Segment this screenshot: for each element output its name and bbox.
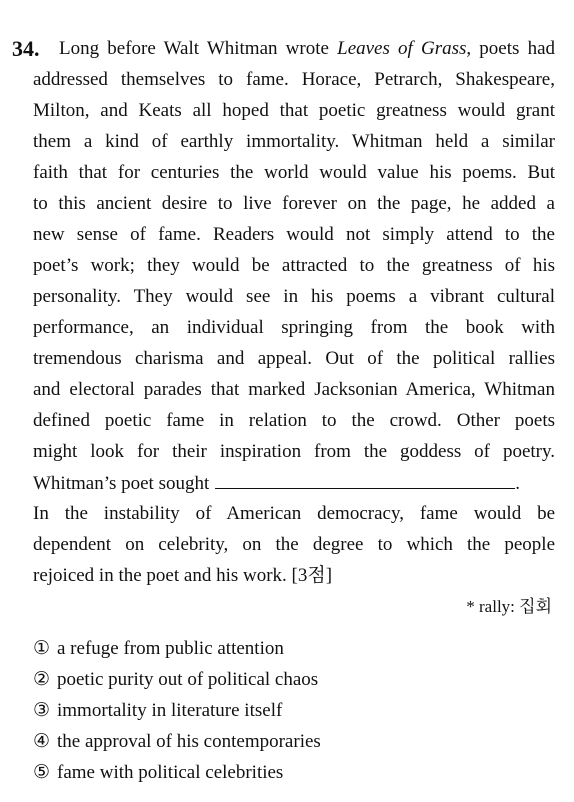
passage-line: to this ancient desire to live forever on the page, he added a — [33, 193, 555, 214]
choice-3[interactable] — [33, 700, 282, 722]
passage-line: poet’s work; they would be attracted to the greatness of his — [33, 255, 555, 276]
answer-blank — [215, 472, 515, 489]
book-title: Leaves of Grass — [337, 38, 467, 59]
passage-line: Milton, and Keats all hoped that poetic greatness would grant — [33, 100, 555, 121]
passage-line-blank: Whitman’s poet sought . — [33, 473, 521, 494]
choice-mark: ④ — [33, 731, 51, 752]
passage-line: rejoiced in the poet and his work. [3점] — [33, 565, 333, 586]
choice-1[interactable] — [33, 638, 284, 660]
choice-4[interactable] — [33, 731, 321, 753]
choice-mark: ⑤ — [33, 762, 51, 783]
choice-text: a refuge from public attention — [57, 638, 284, 659]
choice-2[interactable] — [33, 669, 318, 691]
passage-line: tremendous charisma and appeal. Out of the political rallies — [33, 348, 555, 369]
choice-text: the approval of his contemporaries — [57, 731, 321, 752]
choice-5[interactable] — [33, 762, 283, 784]
passage-line: Long before Walt Whitman wrote Leaves of Grass, poets had — [59, 38, 555, 59]
choice-text: fame with political celebrities — [57, 762, 284, 783]
passage-line: In the instability of American democracy, fame would be — [33, 503, 555, 524]
passage-line: defined poetic fame in relation to the crowd. Other poets — [33, 410, 555, 431]
passage-line: faith that for centuries the world would value his poems. But — [33, 162, 555, 183]
choice-text: immortality in literature itself — [57, 700, 283, 721]
passage-line: dependent on celebrity, on the degree to which the people — [33, 534, 555, 555]
choice-mark: ① — [33, 638, 51, 659]
choice-mark: ② — [33, 669, 51, 690]
passage-line: and electoral parades that marked Jacksonian America, Whitman — [33, 379, 555, 400]
choice-mark: ③ — [33, 700, 51, 721]
footnote: * rally: 집회 — [466, 597, 552, 616]
choice-text: poetic purity out of political chaos — [57, 669, 319, 690]
question-number: 34. — [12, 36, 40, 61]
passage-line: might look for their inspiration from the goddess of poetry. — [33, 441, 555, 462]
passage-line: new sense of fame. Readers would not simply attend to the — [33, 224, 555, 245]
passage-line: them a kind of earthly immortality. Whitman held a similar — [33, 131, 555, 152]
passage-line: personality. They would see in his poems a vibrant cultural — [33, 286, 555, 307]
passage-line: addressed themselves to fame. Horace, Petrarch, Shakespeare, — [33, 69, 555, 90]
passage-line: performance, an individual springing from the book with — [33, 317, 555, 338]
